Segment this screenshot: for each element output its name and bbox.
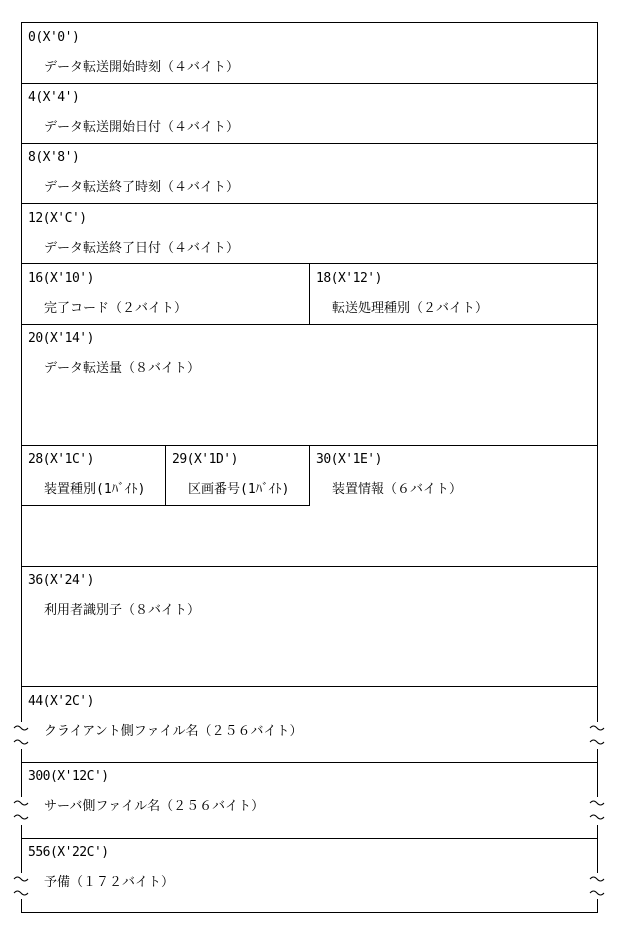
divider: [21, 505, 310, 506]
field-offset: 4(X'4'): [28, 90, 80, 105]
column-divider: [309, 445, 310, 505]
field-offset: 556(X'22C'): [28, 845, 109, 860]
field-label: 完了コード（２バイト）: [44, 301, 188, 316]
field-label: データ転送量（８バイト）: [44, 361, 201, 376]
field-label: サーバ側ファイル名（２５６バイト）: [44, 799, 265, 814]
field-label: データ転送開始時刻（４バイト）: [44, 60, 240, 75]
divider: [21, 203, 598, 204]
break-mark-right: [589, 873, 605, 899]
field-label: データ転送終了時刻（４バイト）: [44, 180, 240, 195]
field-label: 装置種別(1ﾊﾞｲﾄ): [44, 482, 146, 497]
divider: [21, 143, 598, 144]
border-right: [597, 22, 598, 722]
border-right: [597, 749, 598, 797]
break-mark-left: [13, 873, 29, 899]
field-label: データ転送開始日付（４バイト）: [44, 120, 240, 135]
border-right: [597, 825, 598, 873]
divider: [21, 83, 598, 84]
divider: [21, 762, 598, 763]
border-left: [21, 899, 22, 913]
field-label: データ転送終了日付（４バイト）: [44, 241, 240, 256]
field-offset: 18(X'12'): [316, 271, 382, 286]
break-mark-right: [589, 797, 605, 823]
field-offset: 300(X'12C'): [28, 769, 109, 784]
break-mark-left: [13, 797, 29, 823]
border-left: [21, 22, 22, 722]
break-mark-right: [589, 722, 605, 748]
field-offset: 0(X'0'): [28, 30, 80, 45]
border-right: [597, 899, 598, 913]
column-divider: [309, 263, 310, 324]
field-offset: 36(X'24'): [28, 573, 94, 588]
border-left: [21, 825, 22, 873]
field-offset: 8(X'8'): [28, 150, 80, 165]
field-offset: 30(X'1E'): [316, 452, 382, 467]
field-offset: 20(X'14'): [28, 331, 94, 346]
field-offset: 44(X'2C'): [28, 694, 94, 709]
field-label: 装置情報（６バイト）: [332, 482, 463, 497]
field-label: クライアント側ファイル名（２５６バイト）: [44, 724, 303, 739]
field-offset: 29(X'1D'): [172, 452, 238, 467]
column-divider: [165, 445, 166, 505]
break-mark-left: [13, 722, 29, 748]
border-left: [21, 749, 22, 797]
field-offset: 12(X'C'): [28, 211, 87, 226]
field-label: 利用者識別子（８バイト）: [44, 603, 201, 618]
border-top: [21, 22, 598, 23]
field-label: 予備（１７２バイト）: [44, 875, 175, 890]
field-offset: 28(X'1C'): [28, 452, 94, 467]
divider: [21, 686, 598, 687]
field-label: 区画番号(1ﾊﾞｲﾄ): [188, 482, 290, 497]
border-bottom: [21, 912, 598, 913]
field-offset: 16(X'10'): [28, 271, 94, 286]
divider: [21, 838, 598, 839]
divider: [21, 566, 598, 567]
field-label: 転送処理種別（２バイト）: [332, 301, 489, 316]
divider: [21, 324, 598, 325]
